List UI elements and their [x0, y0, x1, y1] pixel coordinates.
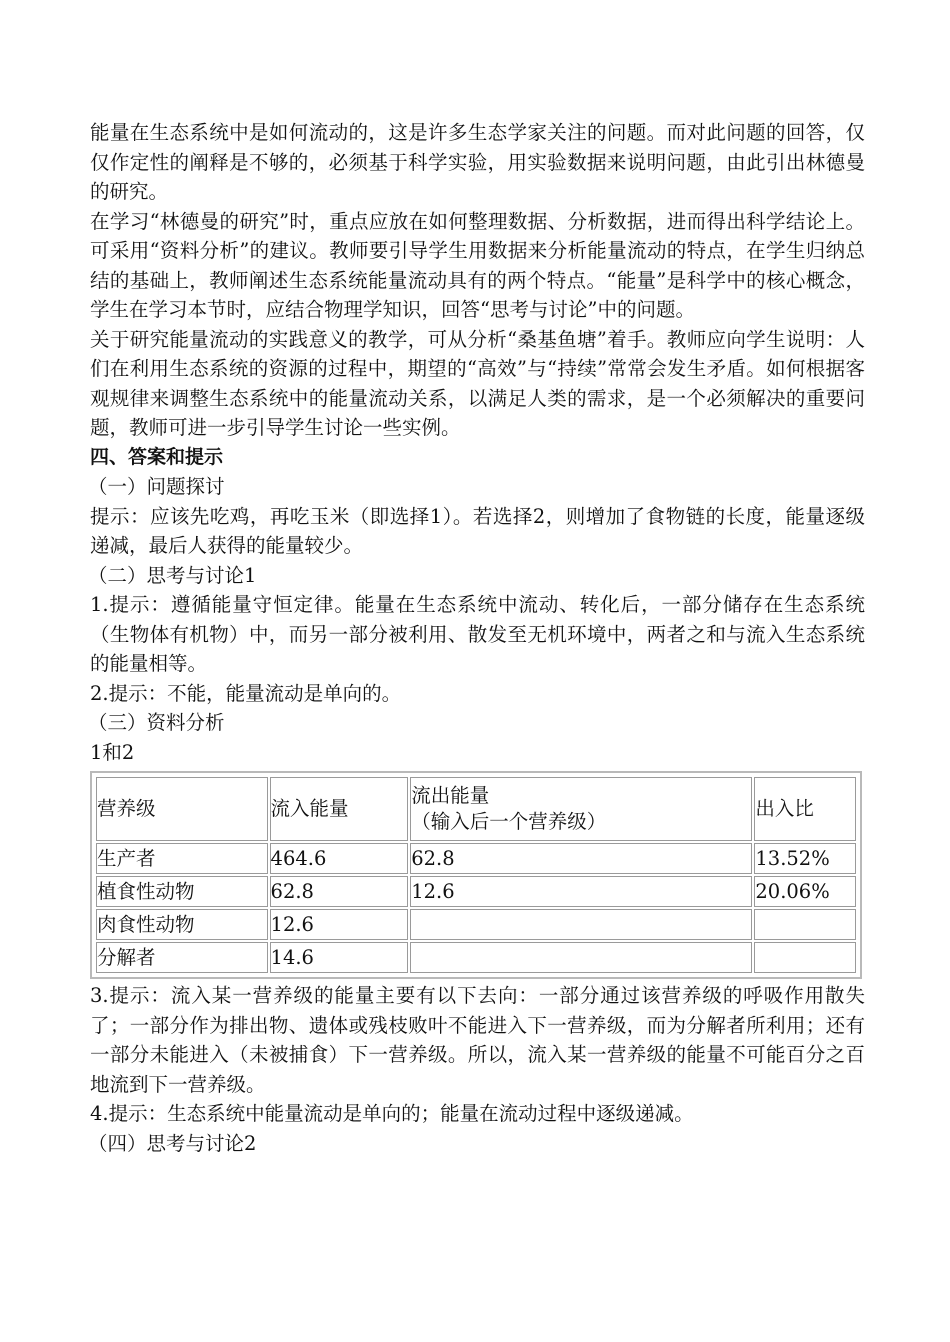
- table-row: [96, 909, 856, 940]
- intro-paragraph-3: 关于研究能量流动的实践意义的教学，可从分析“桑基鱼塘”着手。教师应向学生说明：人们在利用生态系统的资源的过程中，期望的“高效”与“持续”常常会发生矛盾。如何根据客观规律来调整生态系统中的能量流动关系，以满足人类的需求，是一个必须解决的重要问题，教师可进一步引导学生讨论一些实例。: [90, 327, 865, 439]
- subsection-2-title: （二）思考与讨论1: [88, 563, 257, 587]
- subsection-2-item-1: 1.提示：遵循能量守恒定律。能量在生态系统中流动、转化后，一部分储存在生态系统（生物体有机物）中，而另一部分被利用、散发至无机环境中，两者之和与流入生态系统的能量相等。: [90, 593, 865, 675]
- table-cell: 肉食性动物: [96, 909, 268, 940]
- table-cell: 分解者: [96, 942, 268, 973]
- subsection-4-title: （四）思考与讨论2: [88, 1131, 257, 1155]
- table-cell: 464.6: [270, 843, 409, 874]
- table-cell: 14.6: [270, 942, 409, 973]
- subsection-2-item-2: 2.提示：不能，能量流动是单向的。: [90, 681, 402, 705]
- table-cell: [410, 909, 752, 940]
- subsection-1-text: 提示：应该先吃鸡，再吃玉米（即选择1）。若选择2，则增加了食物链的长度，能量逐级递减，最后人获得的能量较少。: [90, 504, 865, 557]
- table-cell: 13.52%: [754, 843, 856, 874]
- document-page: [90, 118, 865, 1158]
- table-row: [96, 843, 856, 874]
- table-header-row: [96, 777, 856, 841]
- table-cell: [754, 942, 856, 973]
- subsection-3-item-4: 4.提示：生态系统中能量流动是单向的；能量在流动过程中逐级递减。: [90, 1102, 694, 1125]
- header-ratio: 出入比: [754, 777, 856, 841]
- table-cell: 生产者: [96, 843, 268, 874]
- table-row: [96, 942, 856, 973]
- section-heading: 四、答案和提示: [90, 445, 224, 468]
- header-energy-in: 流入能量: [270, 777, 409, 841]
- energy-table-frame: [90, 771, 862, 979]
- table-cell: 62.8: [270, 876, 409, 907]
- header-energy-out-line1: 流出能量: [411, 784, 490, 807]
- energy-flow-table: [94, 775, 858, 975]
- table-caption: 1和2: [90, 740, 135, 764]
- table-cell: 62.8: [410, 843, 752, 874]
- header-energy-out: [410, 777, 752, 841]
- table-cell: [410, 942, 752, 973]
- subsection-3-title: （三）资料分析: [88, 711, 225, 734]
- table-cell: [754, 909, 856, 940]
- table-cell: 12.6: [270, 909, 409, 940]
- intro-paragraph-2: 在学习“林德曼的研究”时，重点应放在如何整理数据、分析数据，进而得出科学结论上。可采用“资料分析”的建议。教师要引导学生用数据来分析能量流动的特点，在学生归纳总结的基础上，教师阐述生态系统能量流动具有的两个特点。“能量”是科学中的核心概念，学生在学习本节时，应结合物理学知识，回答“思考与讨论”中的问题。: [90, 209, 865, 321]
- subsection-3-item-3: 3.提示：流入某一营养级的能量主要有以下去向：一部分通过该营养级的呼吸作用散失了；一部分作为排出物、遗体或残枝败叶不能进入下一营养级，而为分解者所利用；还有一部分未能进入（未被捕食）下一营养级。所以，流入某一营养级的能量不可能百分之百地流到下一营养级。: [90, 984, 865, 1096]
- header-energy-out-line2: （输入后一个营养级）: [411, 810, 607, 833]
- table-row: [96, 876, 856, 907]
- intro-paragraph-1: 能量在生态系统中是如何流动的，这是许多生态学家关注的问题。而对此问题的回答，仅仅作定性的阐释是不够的，必须基于科学实验，用实验数据来说明问题，由此引出林德曼的研究。: [90, 121, 865, 203]
- table-cell: 植食性动物: [96, 876, 268, 907]
- subsection-1-title: （一）问题探讨: [88, 475, 225, 498]
- table-cell: 12.6: [410, 876, 752, 907]
- table-cell: 20.06%: [754, 876, 856, 907]
- header-trophic-level: 营养级: [96, 777, 268, 841]
